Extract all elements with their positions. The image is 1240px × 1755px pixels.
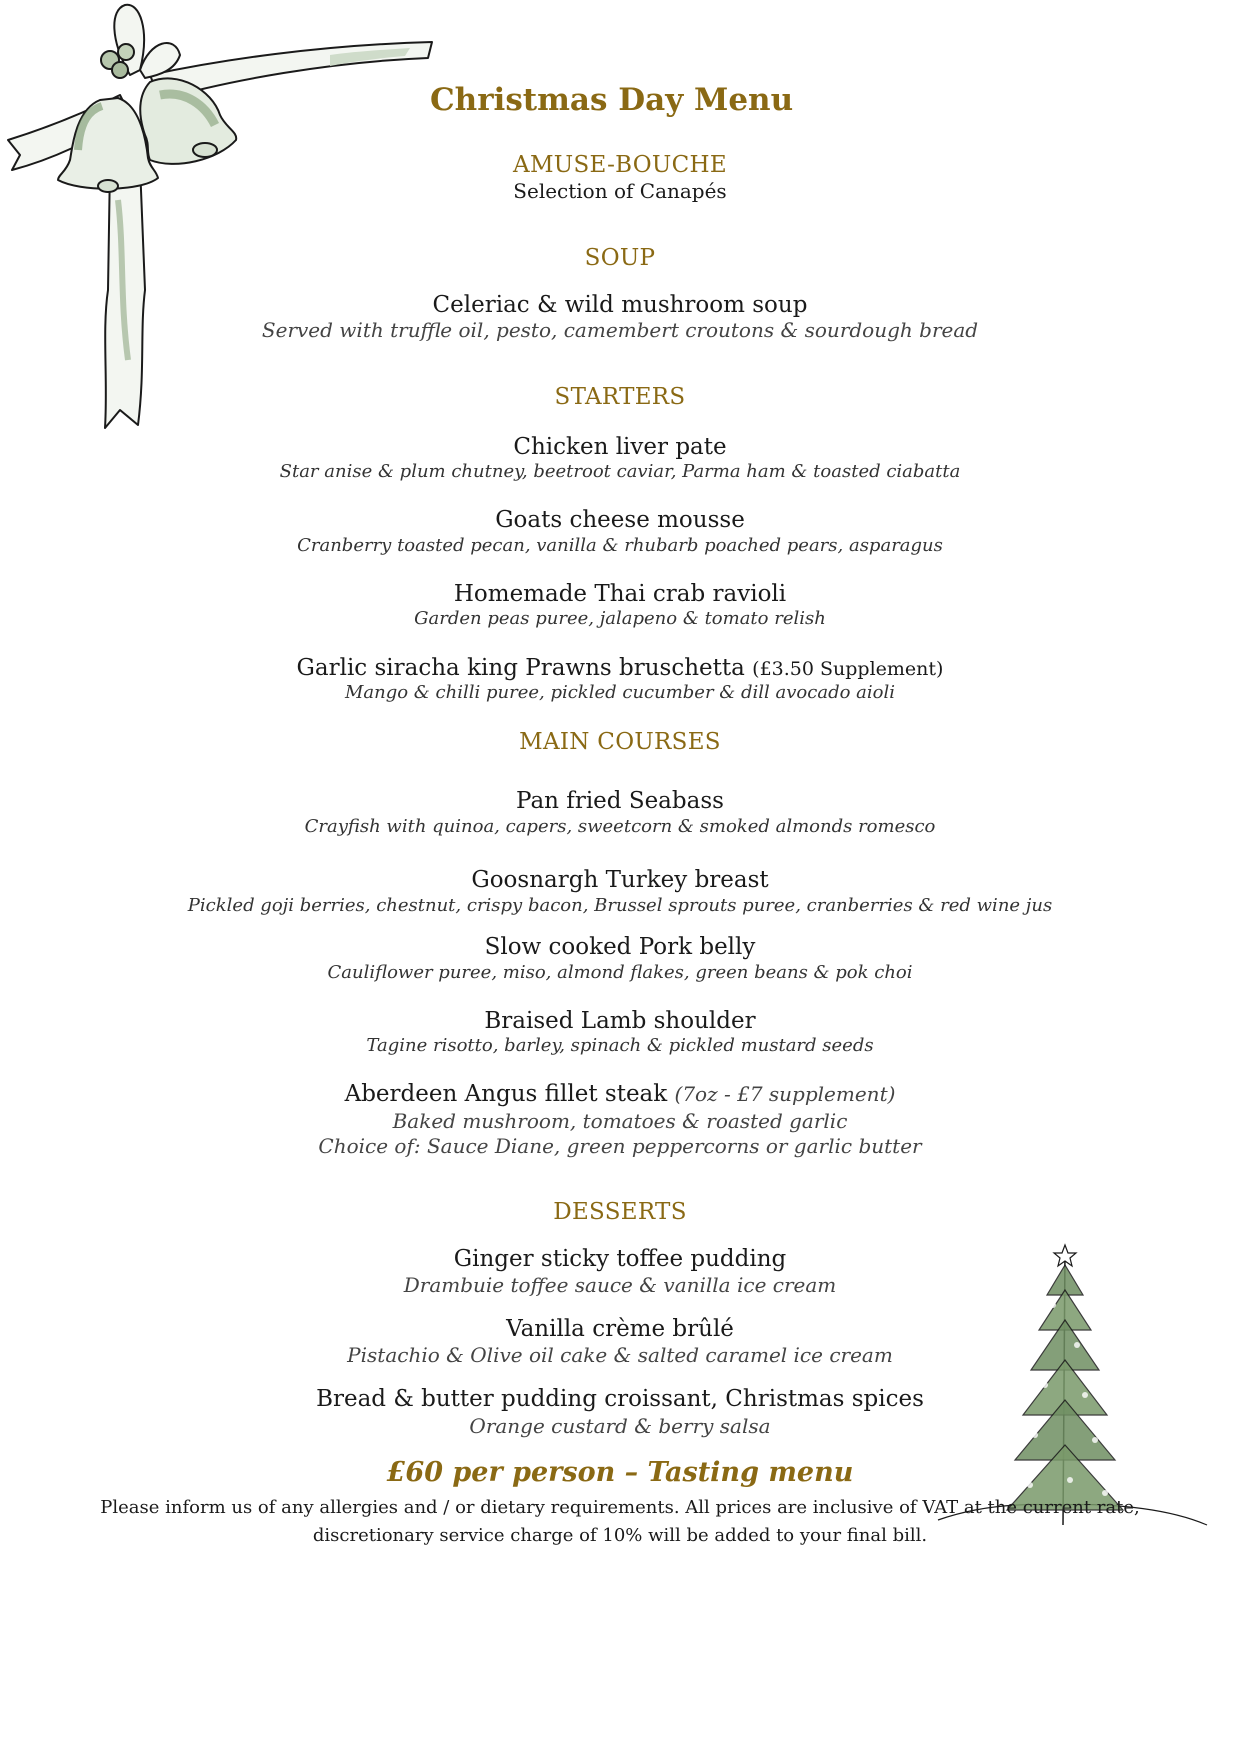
main-description: Pickled goji berries, chestnut, crispy bacon, Brussel sprouts puree, cranberries & red wine jus: [187, 895, 1053, 916]
footer-note: [0, 1494, 1240, 1550]
soup-dish: Celeriac & wild mushroom soup: [432, 292, 808, 318]
main-description: Baked mushroom, tomatoes & roasted garlic: [392, 1109, 848, 1133]
price-line: £60 per person – Tasting menu: [386, 1457, 854, 1488]
dessert-description: Orange custard & berry salsa: [469, 1414, 771, 1438]
starter-name: Chicken liver pate: [513, 434, 727, 460]
footer-line: discretionary service charge of 10% will be added to your final bill.: [312, 1525, 928, 1546]
main-name: Aberdeen Angus fillet steak: [344, 1081, 668, 1107]
starter-name: Garlic siracha king Prawns bruschetta: [296, 655, 745, 681]
starter-description: Mango & chilli puree, pickled cucumber & dill avocado aioli: [344, 682, 896, 703]
main-name: Braised Lamb shoulder: [484, 1008, 756, 1034]
main-name: Slow cooked Pork belly: [484, 934, 756, 960]
starter-name-with-supplement: [0, 655, 1240, 681]
starter-description: Cranberry toasted pecan, vanilla & rhubarb poached pears, asparagus: [297, 535, 943, 556]
dessert-description: Pistachio & Olive oil cake & salted caramel ice cream: [347, 1343, 893, 1367]
supplement-note: (£3.50 Supplement): [752, 658, 944, 680]
dessert-name: Ginger sticky toffee pudding: [453, 1246, 787, 1272]
starter-name: Homemade Thai crab ravioli: [453, 581, 787, 607]
dessert-description: Drambuie toffee sauce & vanilla ice cream: [403, 1273, 837, 1297]
dessert-name: Vanilla crème brûlé: [506, 1316, 734, 1342]
section-heading-soup: SOUP: [584, 245, 656, 271]
section-heading-mains: MAIN COURSES: [519, 729, 721, 755]
section-heading-starters: STARTERS: [554, 384, 686, 410]
main-name: Goosnargh Turkey breast: [471, 867, 769, 893]
soup-description: Served with truffle oil, pesto, camembert croutons & sourdough bread: [261, 318, 979, 342]
section-heading-desserts: DESSERTS: [553, 1199, 687, 1225]
bells-ribbon-illustration: [0, 0, 440, 440]
starter-name: Goats cheese mousse: [495, 507, 745, 533]
main-name: Pan fried Seabass: [516, 788, 724, 814]
main-description: Crayfish with quinoa, capers, sweetcorn & smoked almonds romesco: [304, 816, 936, 837]
main-description: Cauliflower puree, miso, almond flakes, green beans & pok choi: [327, 962, 913, 983]
menu-title: Christmas Day Menu: [430, 82, 794, 118]
footer-line: Please inform us of any allergies and / or dietary requirements. All prices are inclusive of VAT at the current rate,: [100, 1497, 1140, 1518]
main-name-with-supplement: [0, 1081, 1240, 1107]
starter-description: Garden peas puree, jalapeno & tomato relish: [414, 608, 826, 629]
supplement-note: (7oz - £7 supplement): [674, 1082, 896, 1106]
main-description: Tagine risotto, barley, spinach & pickled mustard seeds: [366, 1035, 874, 1056]
dessert-name: Bread & butter pudding croissant, Christmas spices: [316, 1386, 924, 1412]
starter-description: Star anise & plum chutney, beetroot caviar, Parma ham & toasted ciabatta: [279, 461, 961, 482]
amuse-text: Selection of Canapés: [513, 179, 727, 203]
section-heading-amuse: AMUSE-BOUCHE: [513, 152, 727, 178]
main-description-extra: Choice of: Sauce Diane, green peppercorns or garlic butter: [318, 1134, 922, 1158]
